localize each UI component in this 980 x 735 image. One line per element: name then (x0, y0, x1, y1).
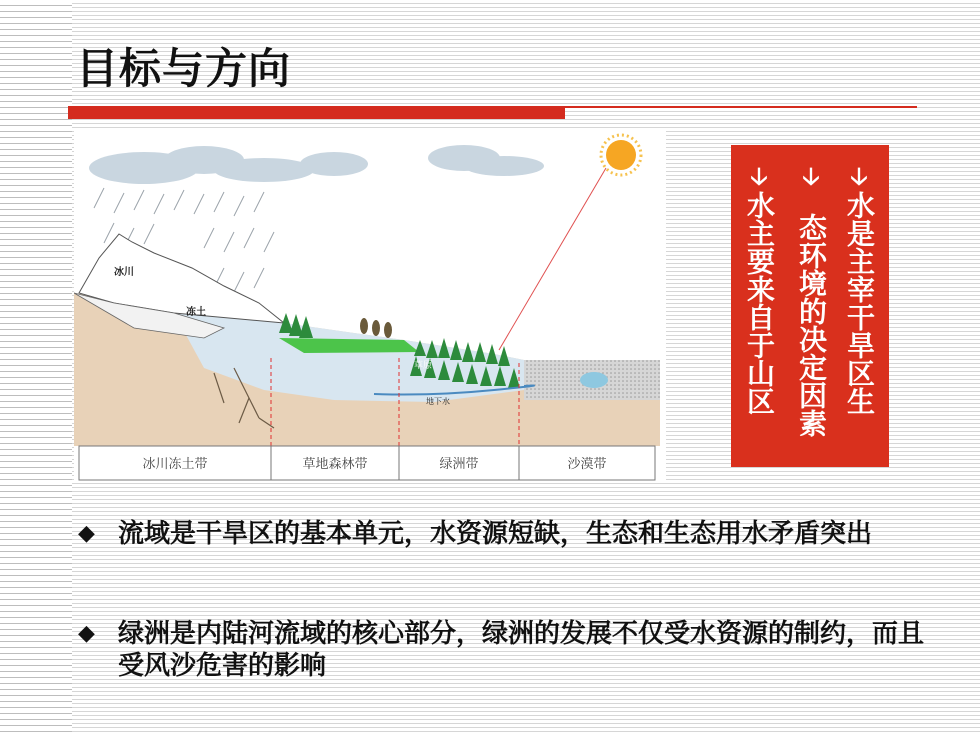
bullet-item-1 (78, 518, 938, 550)
zone-legend (79, 446, 655, 480)
clouds (89, 145, 544, 184)
watershed-illustration (74, 128, 666, 482)
glacier-label: 冰川 (114, 267, 134, 278)
callout-text-1: 水是主宰干旱区生 (843, 191, 876, 415)
callout-text-2: 态环境的决定因素 (795, 213, 828, 437)
left-stripe-decoration (0, 0, 72, 735)
sunlight-ray (499, 168, 606, 350)
diamond-bullet-icon: ◆ (78, 521, 95, 546)
callout-text-3: 水主要来自于山区 (743, 191, 776, 415)
title-accent-line (565, 106, 917, 108)
watershed-diagram (74, 128, 666, 482)
bullet-item-2 (78, 618, 938, 682)
title-accent-bar (68, 106, 565, 119)
down-arrow-icon: 🡣 (850, 162, 868, 190)
sun-icon (601, 135, 641, 175)
vertical-callout (731, 145, 889, 467)
bullet-text-2: 绿洲是内陆河流域的核心部分，绿洲的发展不仅受水资源的制约，而且受风沙危害的影响 (118, 619, 925, 681)
down-arrow-icon: 🡣 (750, 162, 768, 190)
diamond-bullet-icon: ◆ (78, 621, 95, 646)
callout-column-1 (843, 163, 875, 415)
zone-label: 冰川冻土带 (142, 457, 208, 472)
frozen-soil-label: 冻土 (186, 307, 206, 318)
callout-column-3 (743, 163, 775, 415)
zone-label: 绿洲带 (439, 457, 479, 472)
down-arrow-icon: 🡣 (802, 162, 820, 190)
bullet-text-1: 流域是干旱区的基本单元，水资源短缺，生态和生态用水矛盾突出 (118, 519, 873, 549)
desert-lake (580, 372, 608, 388)
callout-column-2 (795, 163, 827, 437)
zone-label: 草地森林带 (302, 457, 368, 472)
zone-label: 沙漠带 (567, 457, 607, 472)
groundwater-label: 地下水 (426, 397, 450, 406)
grassland-label: 草原 (414, 361, 433, 371)
slide-title: 目标与方向 (76, 44, 292, 93)
